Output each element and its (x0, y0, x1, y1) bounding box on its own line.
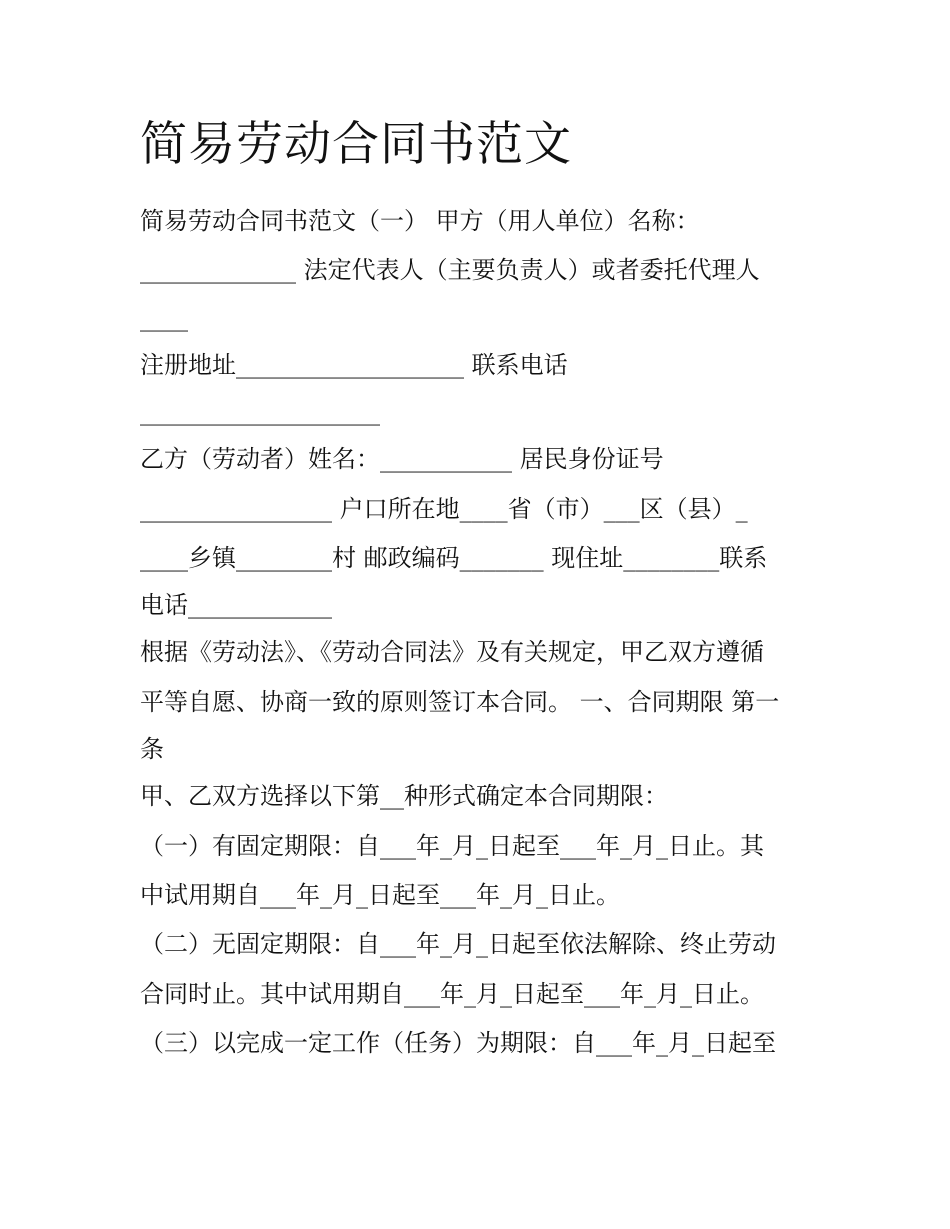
body-line-9: 电话____________ (140, 591, 332, 620)
body-line-3: ____ (140, 303, 188, 332)
body-line-10: 根据《劳动法》、《劳动合同法》及有关规定，甲乙双方遵循 (140, 638, 764, 667)
body-line-11: 平等自愿、协商一致的原则签订本合同。 一、合同期限 第一 (140, 687, 780, 716)
body-line-12: 条 (140, 735, 164, 764)
body-line-6: 乙方（劳动者）姓名：___________ 居民身份证号 (140, 445, 664, 474)
body-line-5: ____________________ (140, 398, 380, 427)
body-line-8: ____乡镇________村 邮政编码_______ 现住址________联系 (140, 543, 768, 572)
document-title: 简易劳动合同书范文 (140, 117, 572, 172)
body-line-13: 甲、乙双方选择以下第__种形式确定本合同期限： (140, 782, 668, 811)
body-line-1: 简易劳动合同书范文（一） 甲方（用人单位）名称： (140, 207, 700, 235)
body-line-17: 合同时止。其中试用期自___年_月_日起至___年_月_日止。 (140, 979, 764, 1008)
body-line-15: 中试用期自___年_月_日起至___年_月_日止。 (140, 880, 620, 909)
document-body (140, 197, 830, 1068)
body-line-2: _____________ 法定代表人（主要负责人）或者委托代理人 (140, 256, 760, 285)
body-line-14: （一）有固定期限：自___年_月_日起至___年_月_日止。其 (140, 831, 764, 860)
body-line-18: （三）以完成一定工作（任务）为期限：自___年_月_日起至 (140, 1029, 776, 1058)
body-line-16: （二）无固定期限：自___年_月_日起至依法解除、终止劳动 (140, 930, 776, 959)
body-line-4: 注册地址___________________ 联系电话 (140, 350, 568, 379)
body-line-7: ________________ 户口所在地____省（市）___区（县）_ (140, 494, 748, 523)
